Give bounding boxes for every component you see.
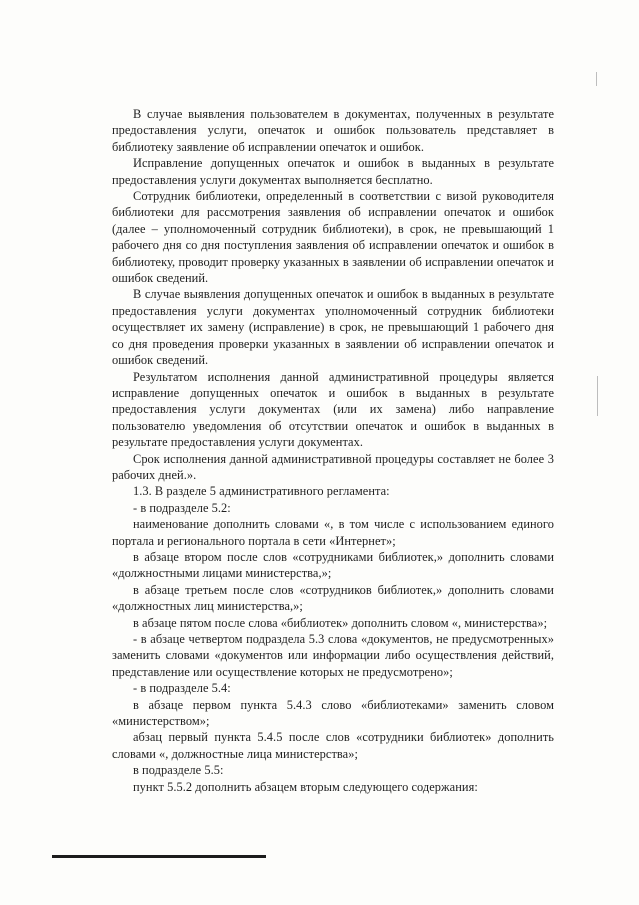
scan-mark	[596, 72, 597, 86]
paragraph: В случае выявления допущенных опечаток и ошибок в выданных в результате предоставления услуги документах уполномоченный сотрудник библиотеки осуществляет их замену (исправление) в срок, не превышающий 1 рабочего дня со дня проведения проверки указанных в заявлении об исправлении опечаток и ошибок сведений.	[112, 287, 554, 368]
paragraph: 1.3. В разделе 5 административного регламента:	[133, 484, 390, 499]
paragraph: - в подразделе 5.4:	[133, 681, 231, 696]
paragraph: абзац первый пункта 5.4.5 после слов «сотрудники библиотек» дополнить словами «, должностные лица министерства»;	[112, 730, 554, 761]
paragraph: Сотрудник библиотеки, определенный в соответствии с визой руководителя библиотеки для рассмотрения заявления об исправлении опечаток и ошибок (далее – уполномоченный сотрудник библиотеки), в срок, не превышающий 1 рабочего дня со дня поступления заявления об исправлении опечаток и ошибок в библиотеку, проводит проверку указанных в заявлении об исправлении опечаток и ошибок сведений.	[112, 189, 554, 286]
footnote-separator-line	[52, 855, 266, 858]
paragraph: в абзаце втором после слов «сотрудниками библиотек,» дополнить словами «должностными лицами министерства,»;	[112, 549, 554, 581]
paragraph: Исправление допущенных опечаток и ошибок в выданных в результате предоставления услуги документах выполняется бесплатно.	[112, 156, 554, 187]
paragraph: Срок исполнения данной административной процедуры составляет не более 3 рабочих дней.».	[112, 451, 554, 482]
paragraph: в абзаце первом пункта 5.4.3 слово «библиотеками» заменить словом «министерством»;	[112, 697, 554, 729]
paragraph: пункт 5.5.2 дополнить абзацем вторым следующего содержания:	[133, 779, 478, 794]
paragraph: - в подразделе 5.2:	[133, 500, 231, 515]
paragraph: Результатом исполнения данной административной процедуры является исправление допущенных опечаток и ошибок в выданных в результате предоставления услуги документах (или их замена) либо направление пользователю уведомления об отсутствии опечаток и ошибок в выданных в результате предоставления услуги документах.	[112, 369, 554, 450]
paragraph: в подразделе 5.5:	[133, 763, 224, 778]
paragraph: в абзаце пятом после слова «библиотек» дополнить словом «, министерства»;	[133, 615, 548, 630]
paragraph: В случае выявления пользователем в документах, полученных в результате предоставления услуги, опечаток и ошибок пользователь представляет в библиотеку заявление об исправлении опечаток и ошибок.	[112, 107, 554, 154]
paragraph: - в абзаце четвертом подраздела 5.3 слова «документов, не предусмотренных» заменить словами «документов или информации либо осуществления действий, представление или осуществление которых не предусмотрено»;	[112, 632, 554, 679]
document-body	[112, 106, 554, 795]
scan-mark	[597, 376, 598, 416]
paragraph: наименование дополнить словами «, в том числе с использованием единого портала и регионального портала в сети «Интернет»;	[112, 517, 554, 548]
paragraph: в абзаце третьем после слов «сотрудников библиотек,» дополнить словами «должностных лиц министерства,»;	[112, 582, 554, 614]
